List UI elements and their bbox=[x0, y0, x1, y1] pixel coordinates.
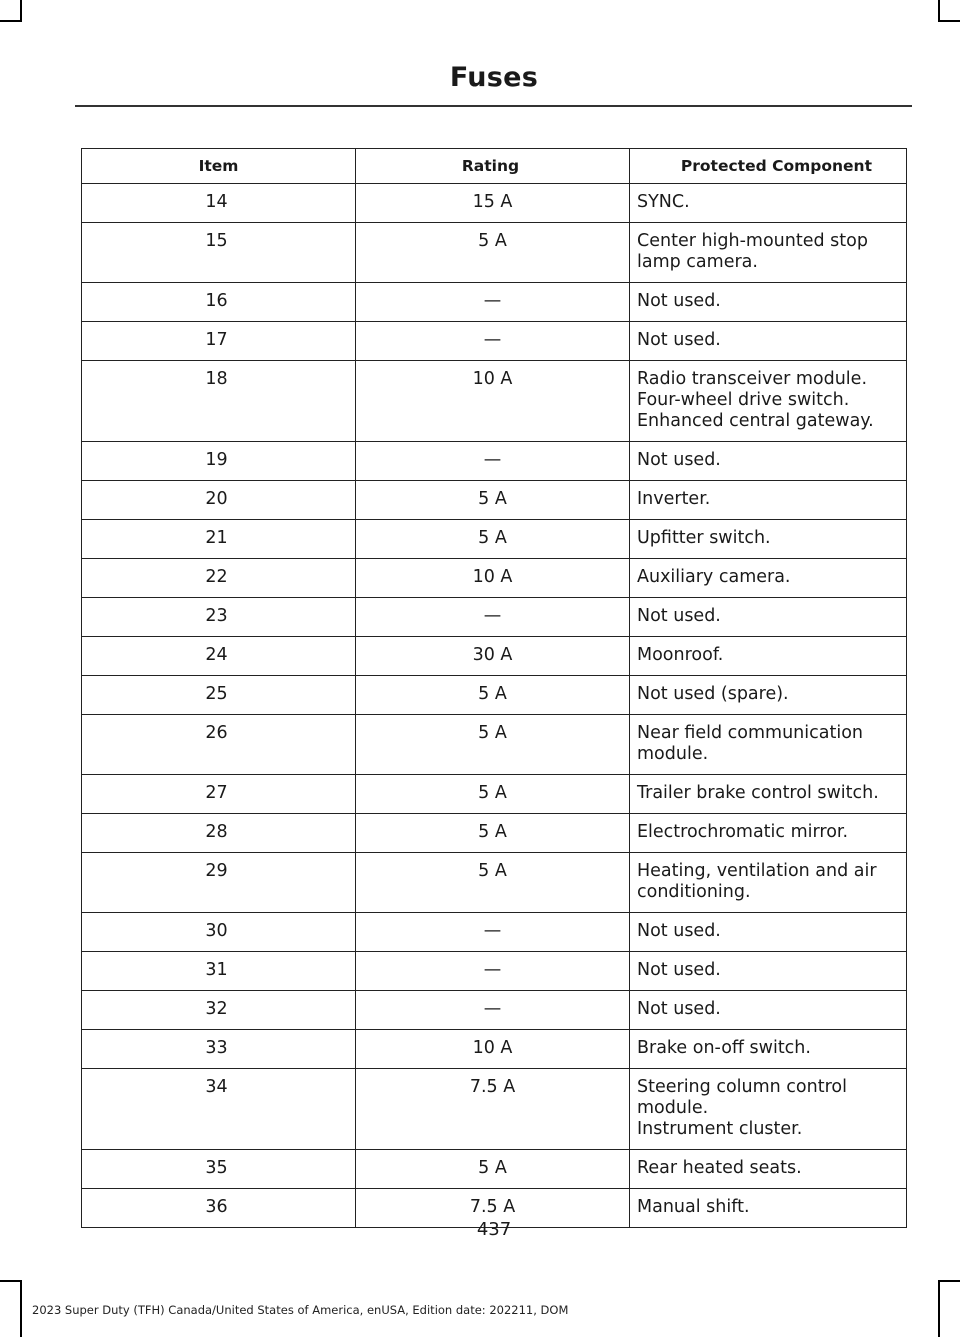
fuse-item-cell: 22 bbox=[82, 559, 356, 598]
protected-component-cell bbox=[630, 1030, 907, 1069]
fuse-item-cell: 30 bbox=[82, 913, 356, 952]
crop-mark bbox=[0, 20, 22, 22]
crop-mark bbox=[20, 1280, 22, 1337]
protected-component-text: Instrument cluster. bbox=[637, 1119, 803, 1139]
crop-mark bbox=[938, 20, 960, 22]
protected-component-cell bbox=[630, 814, 907, 853]
table-row bbox=[82, 223, 907, 283]
protected-component-cell bbox=[630, 676, 907, 715]
table-row bbox=[82, 184, 907, 223]
table-row bbox=[82, 991, 907, 1030]
fuse-item-cell: 18 bbox=[82, 361, 356, 442]
table-row bbox=[82, 775, 907, 814]
fuse-item-cell: 23 bbox=[82, 598, 356, 637]
protected-component-text: Four-wheel drive switch. bbox=[637, 390, 850, 410]
protected-component-cell bbox=[630, 913, 907, 952]
protected-component-text: Not used. bbox=[637, 450, 721, 470]
column-header-protected-component: Protected Component bbox=[630, 149, 907, 184]
fuse-rating-cell: — bbox=[356, 283, 630, 322]
protected-component-cell bbox=[630, 991, 907, 1030]
protected-component-cell bbox=[630, 598, 907, 637]
protected-component-text: Near field communication module. bbox=[637, 723, 863, 764]
protected-component-text: Upfitter switch. bbox=[637, 528, 771, 548]
crop-mark bbox=[938, 0, 940, 20]
fuse-rating-cell: — bbox=[356, 913, 630, 952]
protected-component-cell bbox=[630, 481, 907, 520]
fuse-rating-cell: — bbox=[356, 598, 630, 637]
protected-component-cell bbox=[630, 361, 907, 442]
fuse-rating-cell: 5 A bbox=[356, 775, 630, 814]
fuse-item-cell: 31 bbox=[82, 952, 356, 991]
fuse-item-cell: 21 bbox=[82, 520, 356, 559]
protected-component-text: Auxiliary camera. bbox=[637, 567, 791, 587]
fuse-item-cell: 20 bbox=[82, 481, 356, 520]
table-row bbox=[82, 361, 907, 442]
protected-component-text: Not used. bbox=[637, 606, 721, 626]
fuse-item-cell: 28 bbox=[82, 814, 356, 853]
fuse-item-cell: 34 bbox=[82, 1069, 356, 1150]
protected-component-text: Not used. bbox=[637, 330, 721, 350]
protected-component-text: Not used. bbox=[637, 921, 721, 941]
protected-component-cell bbox=[630, 559, 907, 598]
fuse-item-cell: 19 bbox=[82, 442, 356, 481]
table-row bbox=[82, 481, 907, 520]
protected-component-cell bbox=[630, 283, 907, 322]
protected-component-text: Manual shift. bbox=[637, 1197, 750, 1217]
fuse-rating-cell: 30 A bbox=[356, 637, 630, 676]
fuse-rating-cell: — bbox=[356, 991, 630, 1030]
protected-component-text: Heating, ventilation and air conditioning. bbox=[637, 861, 877, 902]
table-row bbox=[82, 637, 907, 676]
table-header-row bbox=[82, 149, 907, 184]
fuse-rating-cell: — bbox=[356, 442, 630, 481]
protected-component-text: Moonroof. bbox=[637, 645, 724, 665]
fuse-rating-cell: 7.5 A bbox=[356, 1189, 630, 1228]
crop-mark bbox=[938, 1280, 940, 1337]
column-header-item: Item bbox=[82, 149, 356, 184]
fuse-rating-cell: 5 A bbox=[356, 481, 630, 520]
protected-component-cell bbox=[630, 223, 907, 283]
protected-component-cell bbox=[630, 637, 907, 676]
protected-component-text: Center high-mounted stop lamp camera. bbox=[637, 231, 868, 272]
table-row bbox=[82, 442, 907, 481]
protected-component-text: Not used. bbox=[637, 999, 721, 1019]
fuse-rating-cell: 5 A bbox=[356, 853, 630, 913]
table-row bbox=[82, 1030, 907, 1069]
fuse-rating-cell: 10 A bbox=[356, 559, 630, 598]
fuse-item-cell: 26 bbox=[82, 715, 356, 775]
fuse-rating-cell: 7.5 A bbox=[356, 1069, 630, 1150]
page-number: 437 bbox=[476, 1219, 512, 1240]
fuse-item-cell: 32 bbox=[82, 991, 356, 1030]
protected-component-cell bbox=[630, 520, 907, 559]
protected-component-text: Rear heated seats. bbox=[637, 1158, 802, 1178]
table-row bbox=[82, 598, 907, 637]
table-row bbox=[82, 322, 907, 361]
protected-component-cell bbox=[630, 1150, 907, 1189]
fuse-rating-cell: — bbox=[356, 322, 630, 361]
protected-component-cell bbox=[630, 952, 907, 991]
protected-component-cell bbox=[630, 715, 907, 775]
protected-component-text: SYNC. bbox=[637, 192, 690, 212]
table-row bbox=[82, 676, 907, 715]
protected-component-cell bbox=[630, 322, 907, 361]
protected-component-text: Not used. bbox=[637, 960, 721, 980]
fuse-item-cell: 25 bbox=[82, 676, 356, 715]
protected-component-text: Trailer brake control switch. bbox=[637, 783, 879, 803]
protected-component-text: Radio transceiver module. bbox=[637, 369, 868, 389]
fuse-item-cell: 24 bbox=[82, 637, 356, 676]
table-row bbox=[82, 559, 907, 598]
crop-mark bbox=[0, 1280, 22, 1282]
fuse-item-cell: 27 bbox=[82, 775, 356, 814]
protected-component-text: Inverter. bbox=[637, 489, 711, 509]
protected-component-text: Electrochromatic mirror. bbox=[637, 822, 849, 842]
fuse-rating-cell: 10 A bbox=[356, 361, 630, 442]
protected-component-text: Not used. bbox=[637, 291, 721, 311]
crop-mark bbox=[938, 1280, 960, 1282]
fuse-rating-cell: 15 A bbox=[356, 184, 630, 223]
table-row bbox=[82, 283, 907, 322]
fuse-rating-cell: 5 A bbox=[356, 223, 630, 283]
table-row bbox=[82, 952, 907, 991]
page-title: Fuses bbox=[449, 62, 539, 93]
fuse-item-cell: 33 bbox=[82, 1030, 356, 1069]
protected-component-cell bbox=[630, 184, 907, 223]
fuse-rating-cell: — bbox=[356, 952, 630, 991]
title-divider bbox=[75, 105, 912, 107]
fuse-rating-cell: 5 A bbox=[356, 676, 630, 715]
protected-component-text: Enhanced central gateway. bbox=[637, 411, 874, 431]
table-row bbox=[82, 520, 907, 559]
footer-edition-text: 2023 Super Duty (TFH) Canada/United States of America, enUSA, Edition date: 202211, DOM bbox=[32, 1303, 569, 1317]
crop-mark bbox=[20, 0, 22, 20]
table-row bbox=[82, 1069, 907, 1150]
fuse-table bbox=[81, 148, 907, 1228]
column-header-rating: Rating bbox=[356, 149, 630, 184]
protected-component-cell bbox=[630, 442, 907, 481]
protected-component-text: Brake on-off switch. bbox=[637, 1038, 811, 1058]
fuse-rating-cell: 5 A bbox=[356, 1150, 630, 1189]
fuse-item-cell: 36 bbox=[82, 1189, 356, 1228]
table-row bbox=[82, 853, 907, 913]
protected-component-text: Steering column control module. bbox=[637, 1077, 847, 1118]
table-row bbox=[82, 1150, 907, 1189]
fuse-item-cell: 15 bbox=[82, 223, 356, 283]
fuse-rating-cell: 5 A bbox=[356, 715, 630, 775]
protected-component-cell bbox=[630, 853, 907, 913]
table-row bbox=[82, 913, 907, 952]
fuse-item-cell: 29 bbox=[82, 853, 356, 913]
fuse-item-cell: 17 bbox=[82, 322, 356, 361]
protected-component-cell bbox=[630, 1069, 907, 1150]
fuse-rating-cell: 10 A bbox=[356, 1030, 630, 1069]
fuse-item-cell: 16 bbox=[82, 283, 356, 322]
protected-component-cell bbox=[630, 775, 907, 814]
fuse-item-cell: 14 bbox=[82, 184, 356, 223]
table-row bbox=[82, 715, 907, 775]
protected-component-text: Not used (spare). bbox=[637, 684, 789, 704]
fuse-rating-cell: 5 A bbox=[356, 814, 630, 853]
fuse-rating-cell: 5 A bbox=[356, 520, 630, 559]
fuse-table-body bbox=[82, 184, 907, 1228]
table-row bbox=[82, 814, 907, 853]
fuse-item-cell: 35 bbox=[82, 1150, 356, 1189]
